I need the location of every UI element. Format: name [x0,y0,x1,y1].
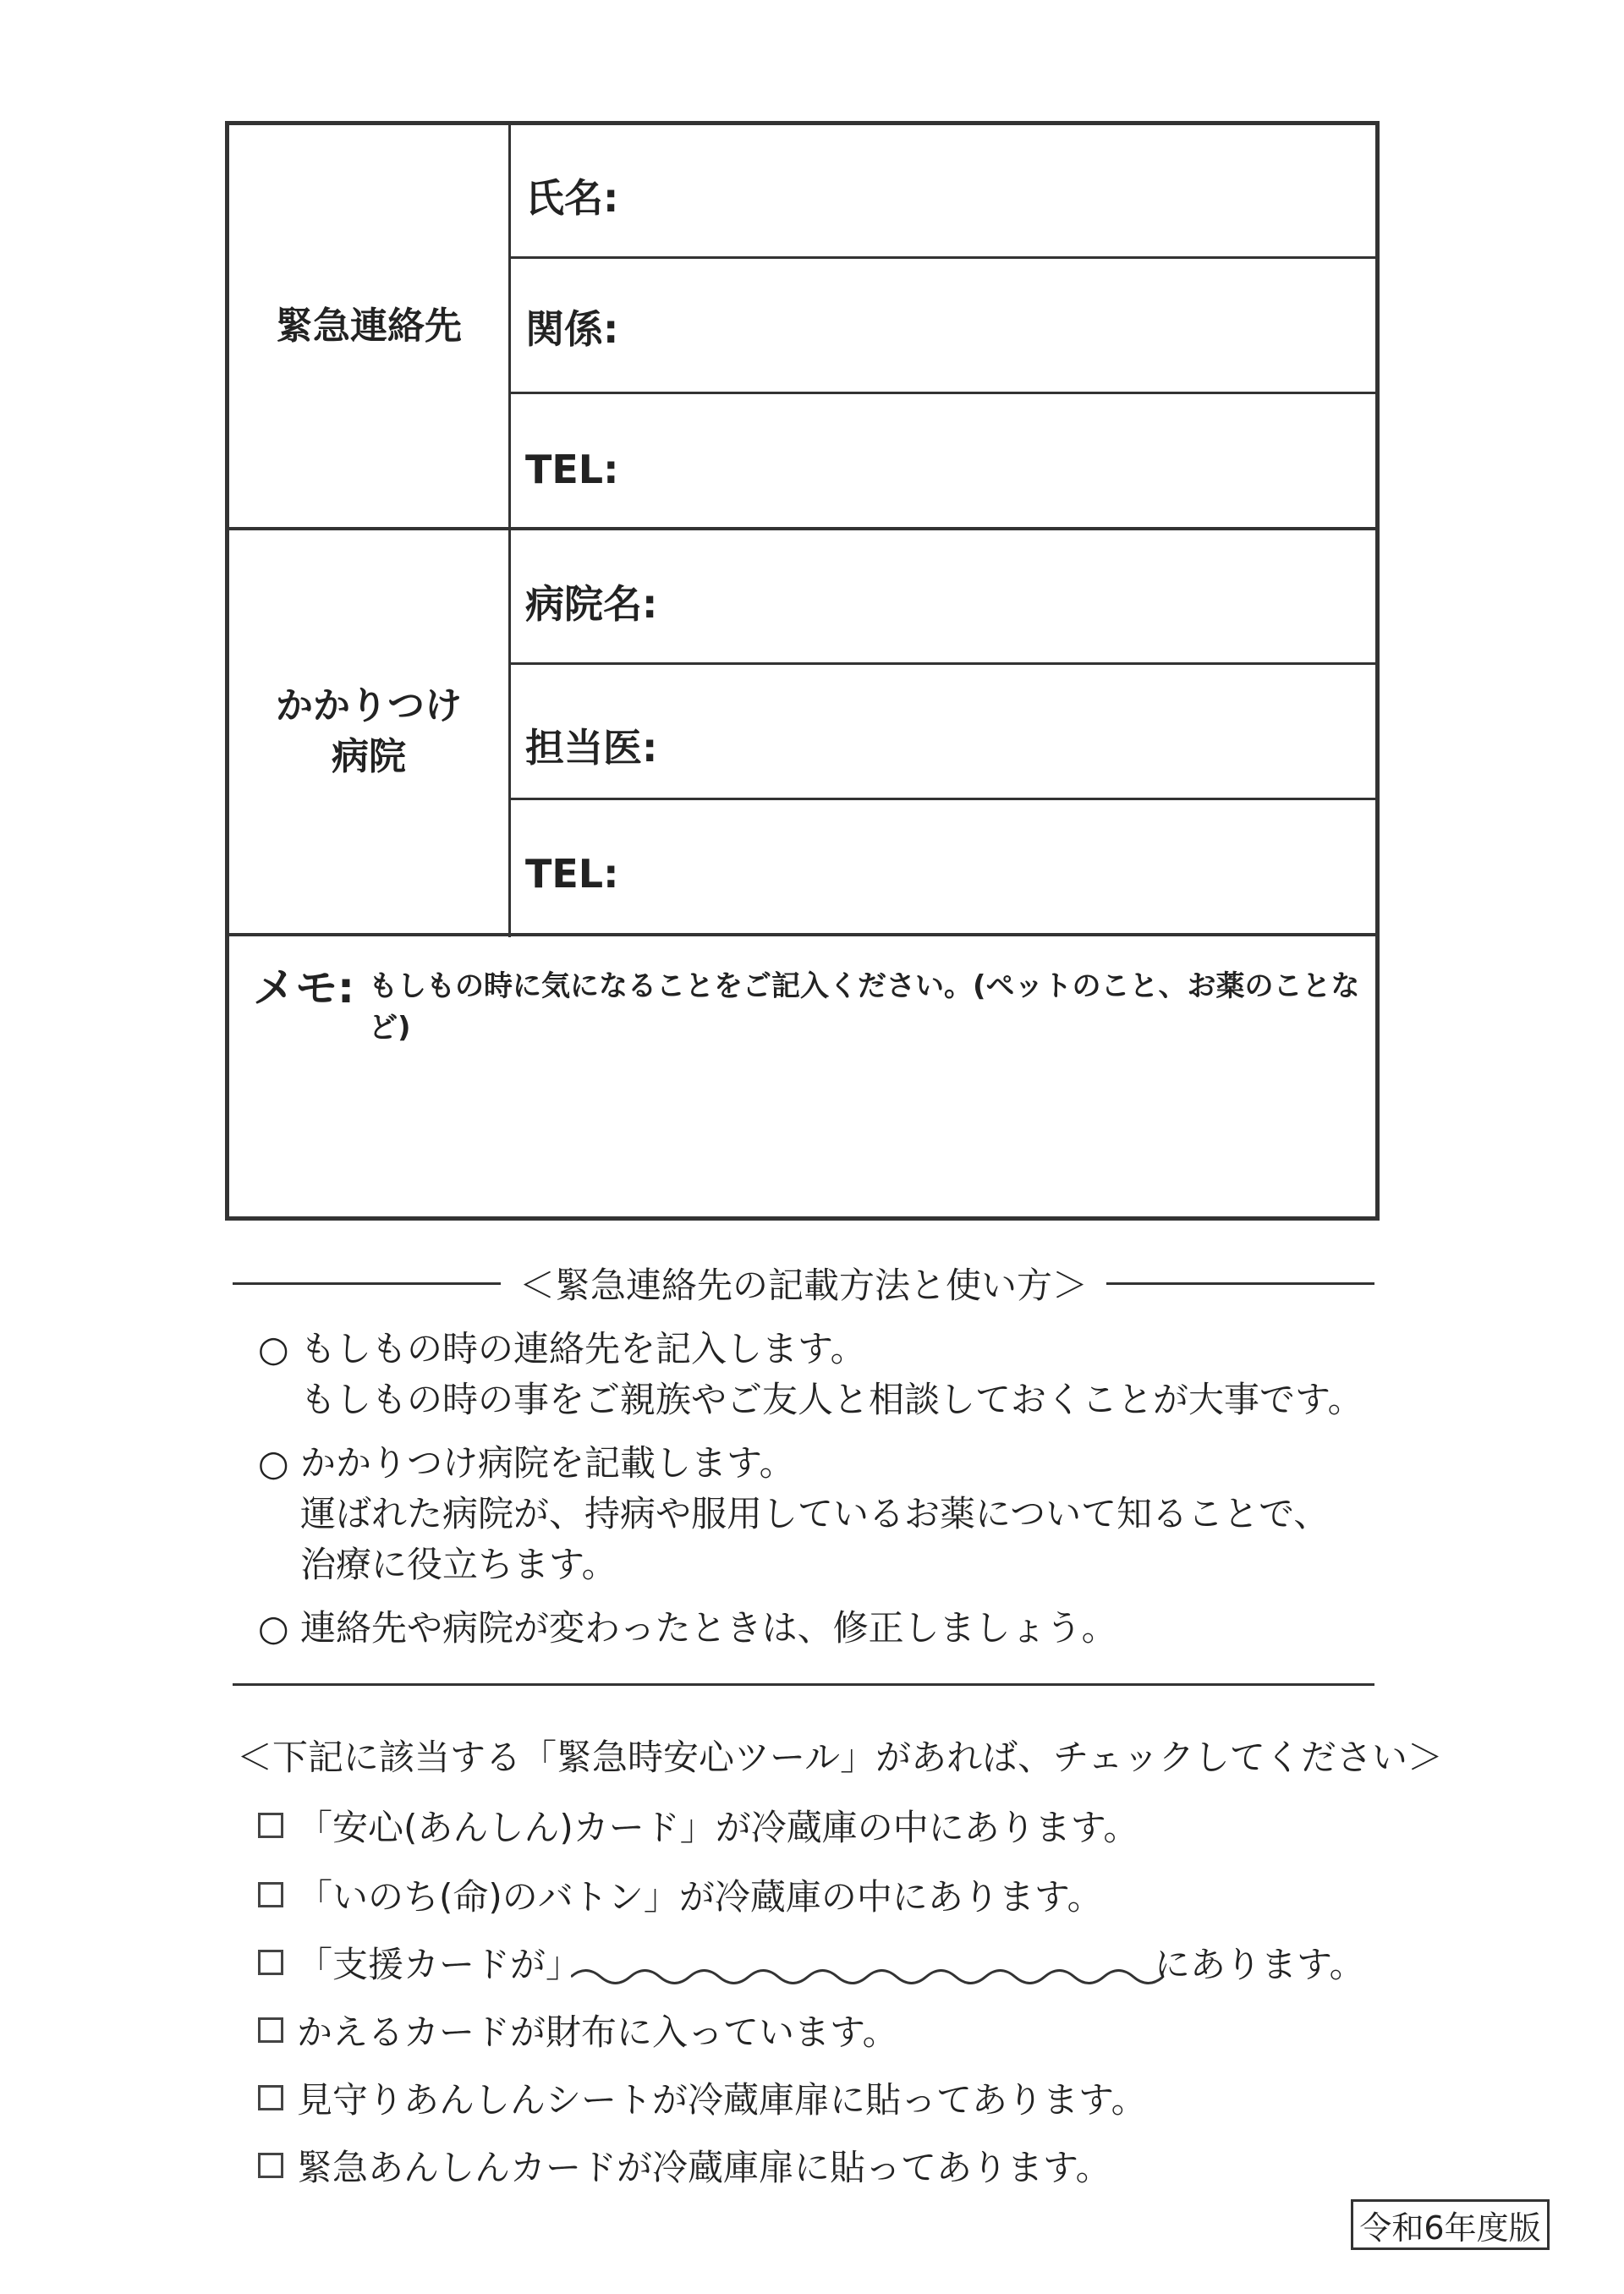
family-hospital-title-line2: 病院 [332,735,406,778]
checklist-item[interactable] [258,1937,581,1988]
instruction-line: もしもの時の事をご親族やご友人と相談しておくことが大事です。 [300,1379,1363,1420]
instruction-line: 運ばれた病院が、持病や服用しているお薬について知ることで、 [300,1493,1330,1534]
instruction-item [258,1603,1117,1654]
checkbox[interactable] [258,2017,283,2043]
checklist-item-label: 「支援カードが」 [297,1944,582,1985]
checkbox[interactable] [258,1882,283,1907]
support-card-suffix [1155,1937,1365,1988]
checklist-item[interactable] [258,2140,1111,2191]
checkbox[interactable] [258,2153,283,2178]
support-card-location-blank[interactable] [571,1964,1163,1989]
memo-hint: もしもの時に気になることをご記入ください。(ペットのこと、お薬のことなど) [369,969,1360,1045]
checklist-heading: ＜下記に該当する「緊急時安心ツール」があれば、チェックしてください＞ [237,1737,1443,1778]
checklist-item-label: 「安心(あんしん)カード」が冷蔵庫の中にあります。 [297,1807,1139,1848]
instructions-title: ＜緊急連絡先の記載方法と使い方＞ [519,1265,1089,1306]
support-card-suffix-text: にあります。 [1155,1944,1365,1985]
instruction-line: ○ もしもの時の連絡先を記入します。 [258,1328,866,1369]
instruction-line: ○ 連絡先や病院が変わったときは、修正しましょう。 [258,1607,1117,1649]
column-divider [508,125,511,937]
row-divider [511,256,1378,259]
checkbox[interactable] [258,1950,283,1975]
emergency-contact-label [229,125,508,527]
checklist-item[interactable] [258,2005,898,2055]
edition-badge: 令和6年度版 [1351,2199,1550,2250]
section-rule [233,1683,1374,1686]
checklist-item-label: 「いのち(命)のバトン」が冷蔵庫の中にあります。 [297,1876,1103,1918]
divider-line [1106,1282,1374,1285]
emergency-contact-title: 緊急連絡先 [276,304,462,348]
doctor-field-label[interactable]: 担当医: [525,725,658,771]
instruction-line: 治療に役立ちます。 [300,1544,617,1585]
checkbox[interactable] [258,1813,283,1838]
checklist-item[interactable] [258,1869,1103,1920]
family-hospital-title-line1: かかりつけ [276,684,462,727]
relation-field-label[interactable]: 関係: [525,306,619,352]
section-divider [229,933,1380,936]
memo-label: メモ: [253,963,354,1013]
instructions-header [233,1262,1374,1304]
divider-line [233,1282,501,1285]
contact-tel-field-label[interactable]: TEL: [525,447,619,492]
checklist-item-label: かえるカードが財布に入っています。 [297,2011,898,2053]
instruction-line: ○ かかりつけ病院を記載します。 [258,1442,795,1484]
checklist-item[interactable] [258,2072,1147,2123]
name-field-label[interactable]: 氏名: [525,175,619,221]
emergency-contact-form [225,121,1380,1221]
checklist-item-label: 見守りあんしんシートが冷蔵庫扉に貼ってあります。 [297,2079,1147,2121]
checklist-item-label: 緊急あんしんカードが冷蔵庫扉に貼ってあります。 [297,2147,1111,2188]
instruction-item [258,1438,1329,1590]
instruction-item [258,1324,1363,1425]
row-divider [511,392,1378,394]
hospital-tel-field-label[interactable]: TEL: [525,851,619,897]
hospital-name-field-label[interactable]: 病院名: [525,581,658,627]
row-divider [511,798,1378,800]
checklist-item[interactable] [258,1800,1138,1851]
row-divider [511,662,1378,665]
checkbox[interactable] [258,2085,283,2110]
family-hospital-label [229,530,508,933]
